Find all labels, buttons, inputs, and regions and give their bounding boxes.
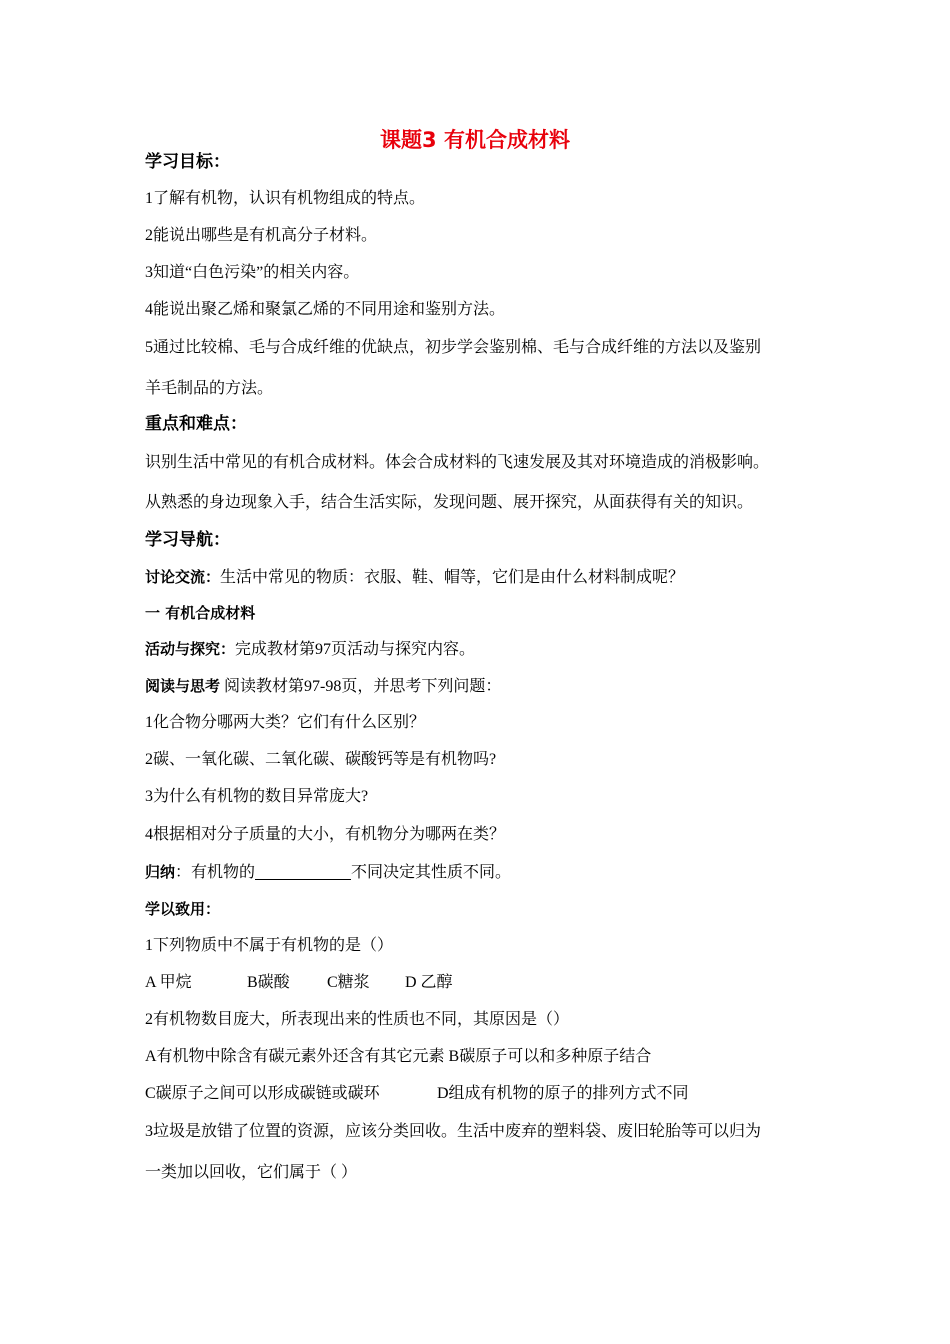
reading-text: 阅读教材第97-98页，并思考下列问题： — [220, 678, 502, 695]
goal-item: 羊毛制品的方法。 — [145, 380, 274, 397]
key-points-heading: 重点和难点： — [145, 414, 247, 434]
option-c: C糖浆 — [327, 974, 370, 991]
q1-options — [145, 972, 453, 994]
practice-question-3: 3垃圾是放错了位置的资源，应该分类回收。生活中废弃的塑料袋、废旧轮胎等可以归为 — [145, 1123, 762, 1140]
guide-heading: 学习导航： — [145, 530, 230, 550]
option-b: B碳酸 — [247, 974, 290, 991]
key-points-line: 从熟悉的身边现象入手，结合生活实际，发现问题、展开探究，从面获得有关的知识。 — [145, 494, 754, 511]
discussion-label: 讨论交流： — [145, 568, 221, 586]
summary-line — [145, 861, 511, 884]
option-d: D 乙醇 — [405, 974, 453, 991]
goal-item: 1了解有机物，认识有机物组成的特点。 — [145, 190, 426, 207]
reading-label: 阅读与思考 — [145, 677, 221, 695]
summary-label: 归纳 — [145, 863, 176, 881]
summary-pre: ：有机物的 — [175, 864, 256, 881]
page-title: 课题3 有机合成材料 — [380, 128, 570, 152]
practice-heading: 学以致用： — [145, 900, 221, 918]
question-item: 2碳、一氧化碳、二氧化碳、碳酸钙等是有机物吗? — [145, 751, 497, 768]
goals-heading: 学习目标： — [145, 152, 230, 172]
question-item: 4根据相对分子质量的大小，有机物分为哪两在类？ — [145, 826, 506, 843]
discussion-line — [145, 566, 684, 589]
fill-blank[interactable] — [255, 863, 351, 880]
goal-item: 3知道“白色污染”的相关内容。 — [145, 264, 360, 281]
section-one-heading: 一 有机合成材料 — [145, 604, 256, 622]
practice-question-1: 1下列物质中不属于有机物的是（） — [145, 937, 394, 954]
q2-options-line-2 — [145, 1083, 689, 1105]
option-a: A 甲烷 — [145, 974, 192, 991]
discussion-text: 生活中常见的物质：衣服、鞋、帽等，它们是由什么材料制成呢？ — [220, 569, 685, 586]
reading-line — [145, 675, 501, 698]
activity-text: 完成教材第97页活动与探究内容。 — [235, 641, 476, 658]
q2-options-line-1: A有机物中除含有碳元素外还含有其它元素 B碳原子可以和多种原子结合 — [145, 1048, 652, 1065]
practice-question-2: 2有机物数目庞大，所表现出来的性质也不同，其原因是（） — [145, 1011, 570, 1028]
option-d: D组成有机物的原子的排列方式不同 — [437, 1085, 689, 1102]
question-item: 3为什么有机物的数目异常庞大? — [145, 788, 369, 805]
activity-line — [145, 638, 475, 661]
goal-item: 5通过比较棉、毛与合成纤维的优缺点，初步学会鉴别棉、毛与合成纤维的方法以及鉴别 — [145, 339, 762, 356]
key-points-line: 识别生活中常见的有机合成材料。体会合成材料的飞速发展及其对环境造成的消极影响。 — [145, 454, 770, 471]
question-item: 1化合物分哪两大类？它们有什么区别？ — [145, 714, 426, 731]
activity-label: 活动与探究： — [145, 640, 236, 658]
goal-item: 4能说出聚乙烯和聚氯乙烯的不同用途和鉴别方法。 — [145, 301, 506, 318]
goal-item: 2能说出哪些是有机高分子材料。 — [145, 227, 378, 244]
summary-post: 不同决定其性质不同。 — [351, 864, 512, 881]
option-c: C碳原子之间可以形成碳链或碳环 — [145, 1085, 380, 1102]
practice-question-3-cont: 一类加以回收，它们属于（ ） — [145, 1164, 358, 1181]
